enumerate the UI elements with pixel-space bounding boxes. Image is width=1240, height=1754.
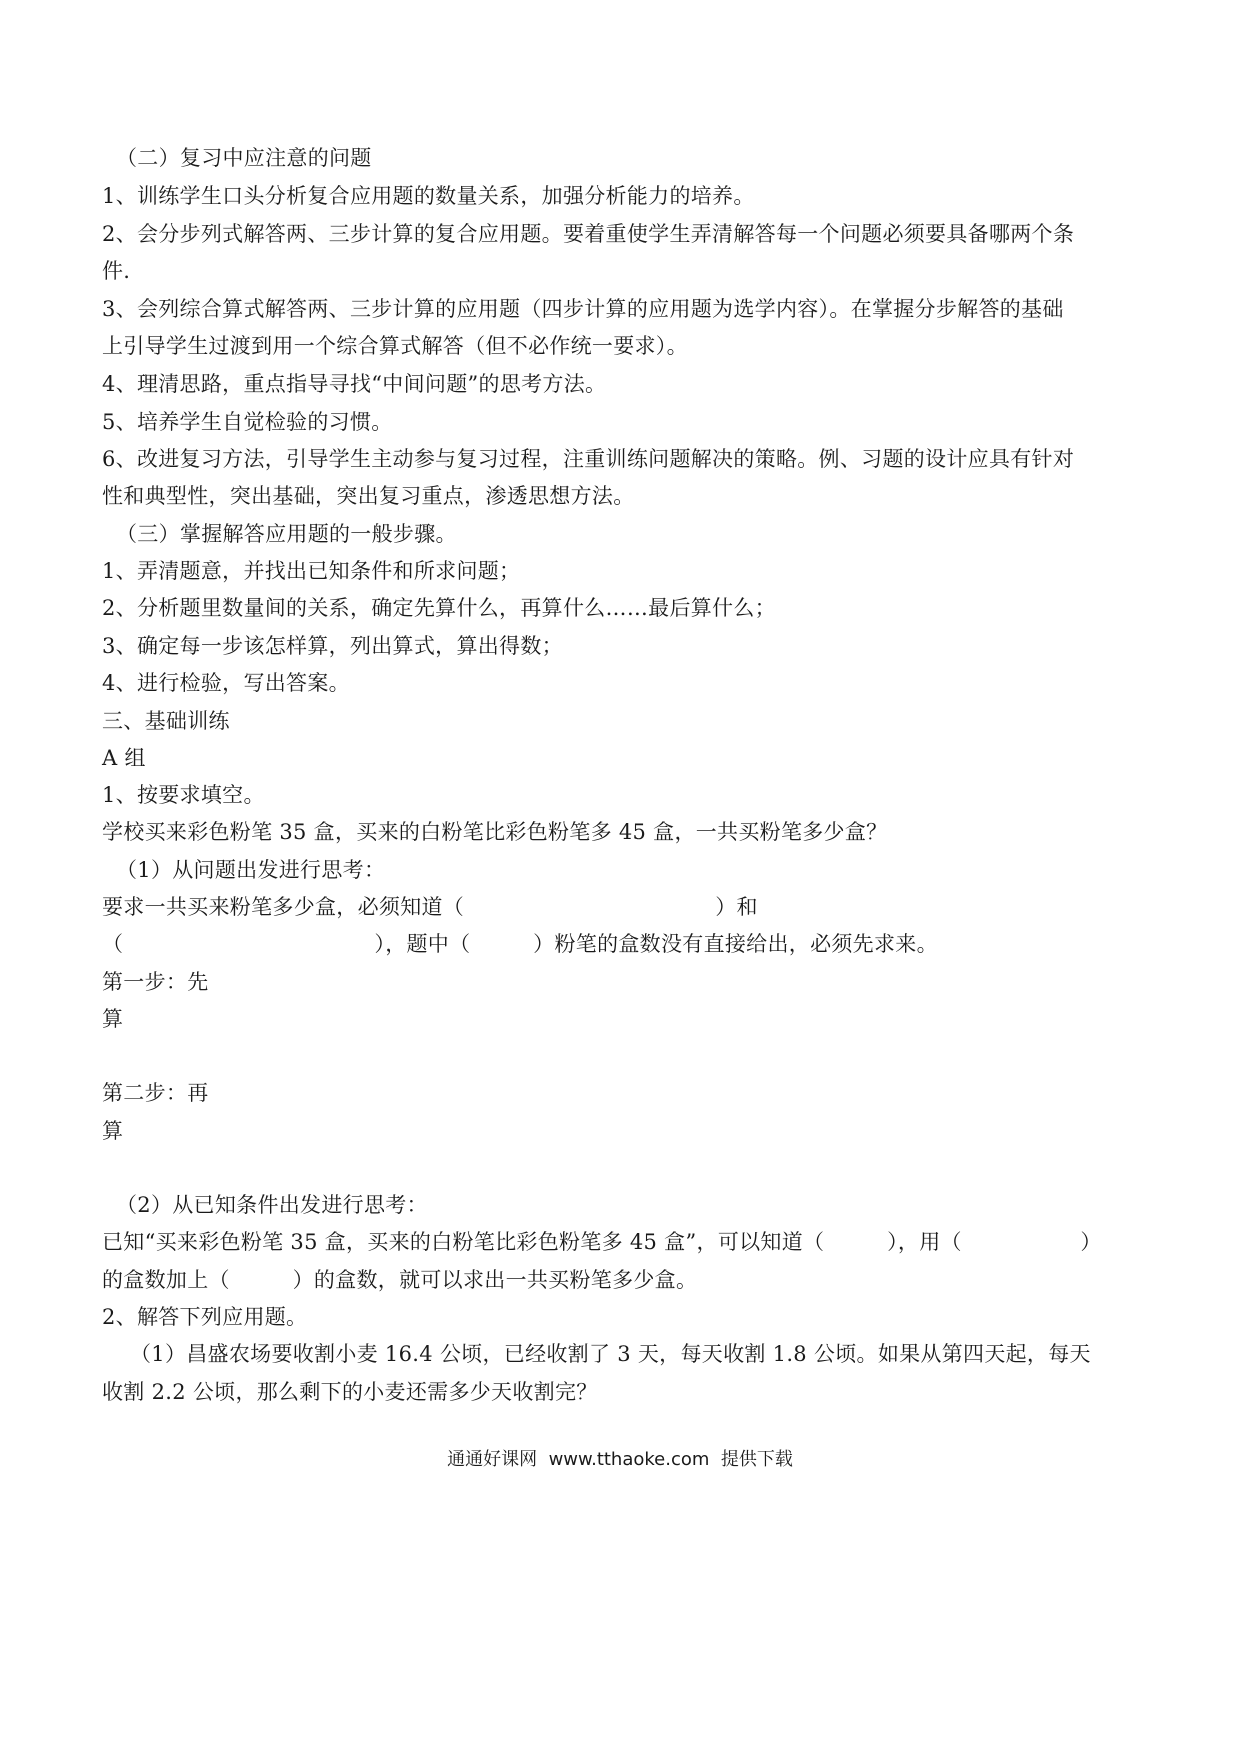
- note-item-6: 6、改进复习方法，引导学生主动参与复习过程，注重训练问题解决的策略。例、习题的设计应具有针对: [102, 447, 1075, 471]
- note-item-3-cont: 上引导学生过渡到用一个综合算式解答（但不必作统一要求）。: [102, 334, 688, 358]
- note-item-6-cont: 性和典型性，突出基础，突出复习重点，渗透思想方法。: [102, 484, 635, 508]
- group-label-a: A 组: [102, 746, 146, 770]
- note-item-5: 5、培养学生自觉检验的习惯。: [102, 410, 393, 434]
- exercise-1-part-2-blank-line-2: 的盒数加上（ ）的盒数，就可以求出一共买粉笔多少盒。: [102, 1268, 698, 1292]
- exercise-2-heading: 2、解答下列应用题。: [102, 1305, 308, 1329]
- note-item-1: 1、训练学生口头分析复合应用题的数量关系，加强分析能力的培养。: [102, 184, 755, 208]
- exercise-2-problem-1: （1）昌盛农场要收割小麦 16.4 公顷，已经收割了 3 天，每天收割 1.8 公顷。如果从第四天起，每天: [130, 1342, 1091, 1366]
- step-one-label: 第一步：先: [102, 970, 209, 994]
- exercise-1-part-1-blank-line-2: （ ），题中（ ）粉笔的盒数没有直接给出，必须先求来。: [102, 932, 938, 956]
- note-item-3: 3、会列综合算式解答两、三步计算的应用题（四步计算的应用题为选学内容）。在掌握分步解答的基础: [102, 297, 1064, 321]
- exercise-2-problem-1-cont: 收割 2.2 公顷，那么剩下的小麦还需多少天收割完？: [102, 1380, 598, 1404]
- exercise-1-problem: 学校买来彩色粉笔 35 盒，买来的白粉笔比彩色粉笔多 45 盒，一共买粉笔多少盒？: [102, 820, 888, 844]
- section-heading-review-notes: （二）复习中应注意的问题: [116, 146, 372, 170]
- step-item-4: 4、进行检验，写出答案。: [102, 671, 350, 695]
- note-item-2: 2、会分步列式解答两、三步计算的复合应用题。要着重使学生弄清解答每一个问题必须要具备哪两个条: [102, 222, 1075, 246]
- exercise-1-part-1-heading: （1）从问题出发进行思考：: [116, 858, 386, 882]
- note-item-4: 4、理清思路，重点指导寻找“中间问题”的思考方法。: [102, 372, 607, 396]
- exercise-1-part-2-heading: （2）从已知条件出发进行思考：: [116, 1193, 428, 1217]
- page-footer: 通通好课网 www.tthaoke.com 提供下载: [447, 1449, 793, 1470]
- step-one-calc: 算: [102, 1007, 124, 1031]
- step-two-label: 第二步：再: [102, 1081, 209, 1105]
- exercise-1-part-2-blank-line-1: 已知“买来彩色粉笔 35 盒，买来的白粉笔比彩色粉笔多 45 盒”，可以知道（ ），用（ ）: [102, 1230, 1102, 1254]
- step-item-2: 2、分析题里数量间的关系，确定先算什么，再算什么……最后算什么；: [102, 596, 776, 620]
- exercise-1-heading: 1、按要求填空。: [102, 783, 265, 807]
- exercise-1-part-1-blank-line-1: 要求一共买来粉笔多少盒，必须知道（ ）和: [102, 895, 758, 919]
- section-heading-steps: （三）掌握解答应用题的一般步骤。: [116, 522, 457, 546]
- note-item-2-cont: 件.: [102, 259, 131, 283]
- step-item-3: 3、确定每一步该怎样算，列出算式，算出得数；: [102, 634, 563, 658]
- section-heading-basic-training: 三、基础训练: [102, 709, 230, 733]
- step-item-1: 1、弄清题意，并找出已知条件和所求问题；: [102, 559, 521, 583]
- step-two-calc: 算: [102, 1119, 124, 1143]
